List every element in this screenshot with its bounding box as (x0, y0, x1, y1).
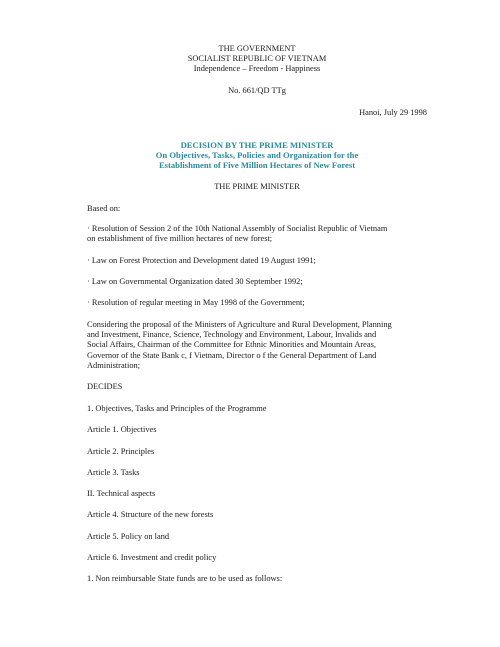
issuer: THE PRIME MINISTER (214, 182, 300, 191)
article-1: Article 1. Objectives (87, 425, 157, 434)
basis-resolution-1 (87, 224, 437, 244)
header-country: SOCIALIST REPUBLIC OF VIETNAM (187, 54, 327, 63)
title-line-2: On Objectives, Tasks, Policies and Organization for the (155, 150, 359, 160)
header-government: THE GOVERNMENT (218, 44, 296, 53)
article-5: Article 5. Policy on land (87, 532, 170, 541)
basis-law-government: · Law on Governmental Organization dated 30 September 1992; (87, 277, 303, 286)
article-2: Article 2. Principles (87, 447, 155, 456)
funds-paragraph: 1. Non reimbursable State funds are to be used as follows: (87, 574, 283, 583)
considering-line: Considering the proposal of the Ministers of Agriculture and Rural Development, Planning (87, 320, 392, 329)
considering-line: Governor of the State Bank c, f Vietnam, Director o f the General Department of Land (87, 350, 377, 360)
article-3: Article 3. Tasks (87, 468, 140, 477)
section-2-heading: II. Technical aspects (87, 489, 156, 498)
considering-line: Social Affairs, Chairman of the Committee for Ethnic Minorities and Mountain Areas, (87, 340, 376, 350)
decides-heading: DECIDES (87, 382, 123, 391)
title-line-3: Establishment of Five Million Hectares of New Forest (158, 160, 356, 170)
considering-line: Administration; (87, 360, 141, 370)
basis-resolution-1-line: on establishment of five million hectares of new forest; (87, 234, 273, 244)
decision-number: No. 661/QD TTg (228, 86, 286, 95)
based-on-label: Based on: (87, 204, 121, 213)
article-4: Article 4. Structure of the new forests (87, 510, 214, 519)
article-6: Article 6. Investment and credit policy (87, 553, 217, 562)
section-1-heading: 1. Objectives, Tasks and Principles of the Programme (87, 404, 267, 413)
basis-law-forest: · Law on Forest Protection and Development dated 19 August 1991; (87, 256, 316, 265)
basis-resolution-1-line: · Resolution of Session 2 of the 10th National Assembly of Socialist Republic of Vietnam (87, 224, 388, 233)
header-motto: Independence – Freedom - Happiness (193, 64, 321, 73)
title-line-1: DECISION BY THE PRIME MINISTER (180, 140, 334, 150)
place-date: Hanoi, July 29 1998 (359, 108, 427, 117)
considering-line: and Investment, Finance, Science, Technology and Environment, Labour, Invalids and (87, 330, 377, 340)
basis-resolution-2: · Resolution of regular meeting in May 1998 of the Government; (87, 298, 305, 307)
considering-paragraph (87, 320, 437, 371)
